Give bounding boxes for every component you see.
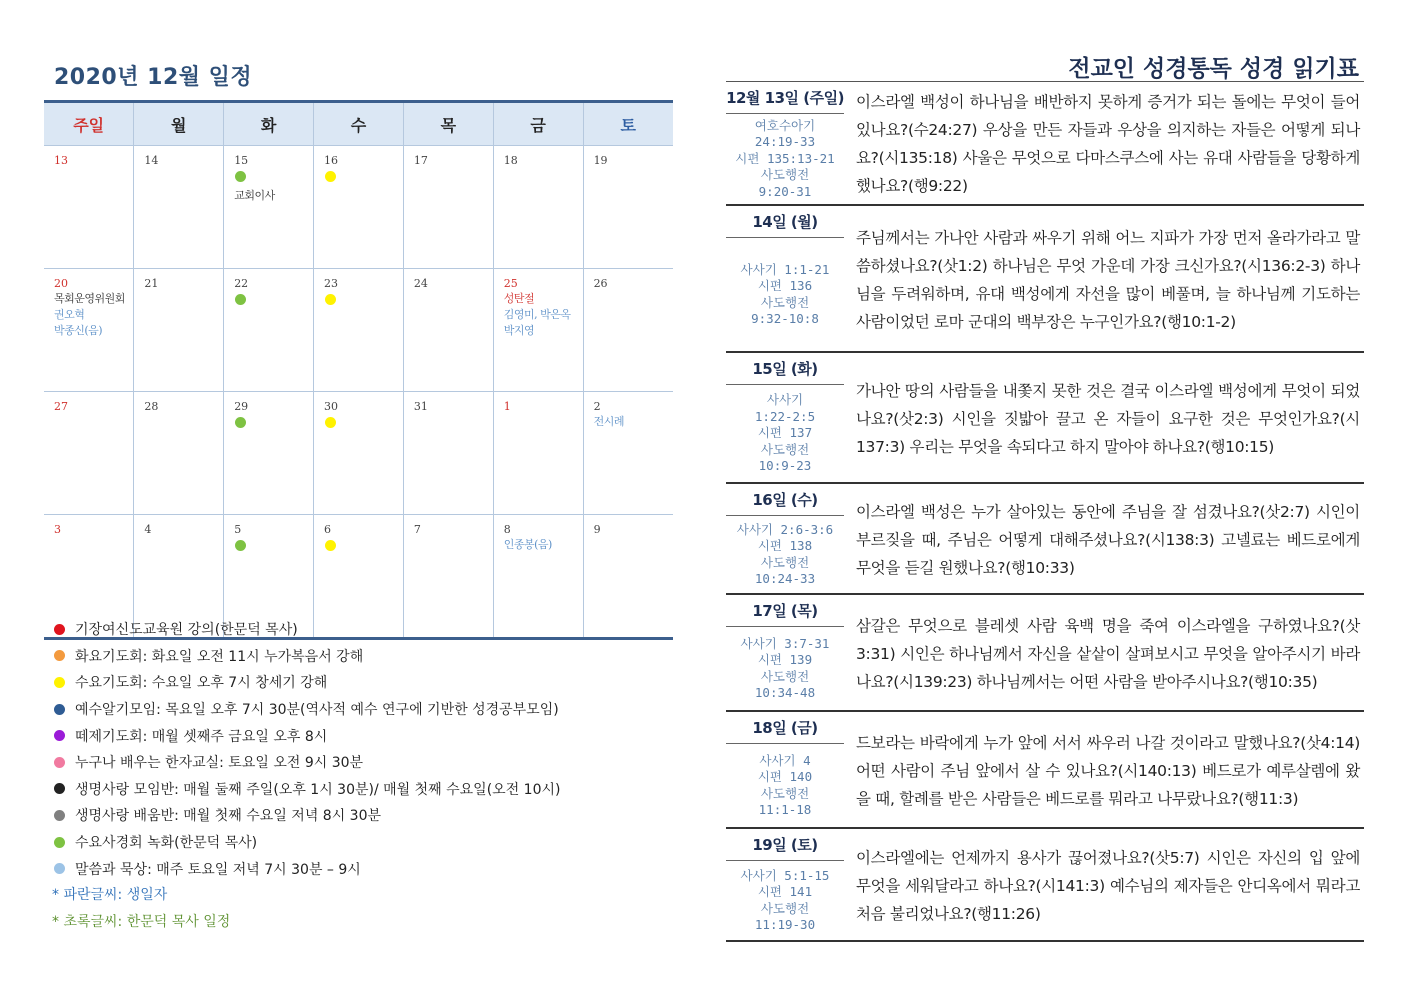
day-number: 24 [413,277,428,290]
entry-bottom-rule [726,940,1364,942]
entry-date-rule [726,384,844,385]
legend-text: 말씀과 묵상: 매주 토요일 저녁 7시 30분 – 9시 [75,861,361,878]
day-number: 17 [413,154,428,167]
weekday-sat: 토 [583,102,673,146]
day-note: 인종봉(음) [503,538,552,551]
calendar-day-cell[interactable] [493,392,583,515]
entry-question [856,597,1360,710]
day-number: 19 [593,154,608,167]
weekday-fri: 금 [493,102,583,146]
legend-text: 떼제기도회: 매월 셋째주 금요일 오후 8시 [75,728,328,745]
calendar-week-row [44,269,673,392]
green-event-dot [235,171,246,182]
scripture-ref: 9:20-31 [758,183,812,199]
yellow-event-dot [325,417,336,428]
yellow-event-dot [325,294,336,305]
yellow-event-dot [325,540,336,551]
entry-scripture-refs [726,518,844,591]
yellow-event-dot [325,171,336,182]
legend-text: 생명사랑 배움반: 매월 첫째 수요일 저녁 8시 30분 [75,808,382,825]
reading-entry [726,82,1364,206]
reading-plan-title: 전교인 성경통독 성경 읽기표 [1068,56,1359,82]
scripture-ref: 사도행전 [760,294,810,310]
calendar-day-cell[interactable] [44,269,134,392]
entry-question-text: 드보라는 바락에게 누가 앞에 서서 싸우러 나갈 것이라고 말했나요?(삿4:14) 어떤 사람이 주님 앞에서 살 수 있나요?(시140:13) 베드로가 예루살렘에 왔을 때, 할례를 받은 사람들은 베드로를 뭐라고 나무랐나요?(행11:3) [856,733,1360,808]
scripture-ref: 사사기 2:6-3:6 [736,521,834,537]
calendar-title: 2020년 12월 일정 [54,65,253,90]
day-number: 23 [324,277,339,290]
scripture-ref: 시편 139 [757,652,813,667]
day-number: 15 [234,154,249,167]
day-number: 4 [144,523,152,536]
weekday-tue: 화 [224,102,314,146]
entry-question-text: 삼갈은 무엇으로 블레셋 사람 육백 명을 죽여 이스라엘을 구하였나요?(삿3:31) 시인은 하나님께서 자신을 샅샅이 살펴보시고 무엇을 알아주시기 바라나요?(시139:23) 하나님께서는 어떤 사람을 받아주시나요?(행10:35) [856,616,1360,691]
entry-scripture-refs [726,387,844,480]
legend-dot-icon [54,730,65,741]
scripture-ref: 1:22-2:5 [754,408,816,424]
legend-item [54,802,560,829]
entry-question [856,486,1360,593]
legend-text: 수요사경회 녹화(한문덕 목사) [75,835,258,852]
legend-dot-icon [54,624,65,635]
day-number: 31 [413,400,428,413]
color-note: * 초록글씨: 한문덕 목사 일정 [52,913,231,930]
day-number: 2 [593,400,601,413]
legend-item [54,643,560,670]
entry-question-text: 이스라엘 백성이 하나님을 배반하지 못하게 증거가 되는 돌에는 무엇이 들어있나요?(수24:27) 우상을 만든 자들과 우상을 의지하는 자들은 어떻게 되나요?(시135:18) 사울은 무엇으로 다마스쿠스에 사는 유대 사람들을 당황하게 했나요?(행9:22) [856,93,1360,195]
entry-date: 14일 (월) [752,212,818,231]
legend-dot-icon [54,704,65,715]
calendar-day-cell[interactable] [583,515,673,639]
entry-date: 12월 13일 (주일) [726,88,844,107]
day-number: 8 [503,523,511,536]
scripture-ref: 시편 138 [757,538,813,553]
day-number: 25 [503,277,518,290]
day-note: 박종신(음) [54,324,103,337]
scripture-ref: 10:34-48 [754,685,816,700]
weekday-mon: 월 [134,102,224,146]
scripture-ref: 24:19-33 [754,134,816,150]
entry-question [856,714,1360,827]
day-number: 28 [144,400,159,413]
legend-dot-icon [54,863,65,874]
legend-item [54,855,560,882]
entry-scripture-refs [726,629,844,708]
weekday-thu: 목 [403,102,493,146]
day-number: 18 [503,154,518,167]
legend-item [54,829,560,856]
scripture-ref: 시편 141 [757,884,813,899]
scripture-ref: 사사기 4 [759,752,811,768]
calendar-week-row [44,392,673,515]
legend-text: 수요기도회: 수요일 오후 7시 창세기 강해 [75,675,328,692]
schedule-legend [54,616,560,882]
scripture-ref: 10:9-23 [758,458,812,474]
scripture-ref: 11:1-18 [758,802,812,817]
legend-text: 예수알기모임: 목요일 오후 7시 30분(역사적 예수 연구에 기반한 성경공부모임) [75,702,559,719]
day-note: 목회운영위원회 [54,292,125,305]
day-note: 박지영 [503,324,535,337]
entry-question-text: 주님께서는 가나안 사람과 싸우기 위해 어느 지파가 가장 먼저 올라가라고 말씀하셨나요?(삿1:2) 하나님은 무엇 가운데 가장 크신가요?(시136:2-3) 하나님을 두려워하며, 유대 백성에게 자선을 많이 베풀며, 늘 하나님께 기도하는 사람이었던 로마 군대의 백부장은 누구인가요?(행10:1-2) [856,228,1360,331]
day-number: 29 [234,400,249,413]
scripture-ref: 11:19-30 [754,917,816,932]
day-number: 14 [144,154,159,167]
entry-scripture-refs [726,746,844,825]
scripture-ref: 사사기 5:1-15 [740,867,830,883]
calendar-day-cell[interactable] [583,392,673,515]
entry-question-text: 가나안 땅의 사람들을 내쫓지 못한 것은 결국 이스라엘 백성에게 무엇이 되었나요?(삿2:3) 시인을 짓밟아 끌고 온 자들이 요구한 것은 무엇인가요?(시137:3) 우리는 무엇을 속되다고 하지 말아야 하나요?(행10:15) [856,381,1360,456]
day-number: 21 [144,277,159,290]
color-note: * 파란글씨: 생일자 [52,886,168,903]
legend-text: 생명사랑 모임반: 매월 둘째 주일(오후 1시 30분)/ 매월 첫째 수요일(오전 10시) [75,781,561,798]
calendar-day-cell[interactable] [583,269,673,392]
scripture-ref: 사도행전 [760,167,810,183]
calendar-day-cell[interactable] [403,392,493,515]
scripture-ref: 사사기 3:7-31 [740,635,830,651]
legend-item [54,722,560,749]
day-note: 성탄절 [503,292,535,305]
scripture-ref: 시편 135:13-21 [735,150,835,166]
entry-date-rule [726,113,844,114]
entry-question [856,831,1360,940]
entry-scripture-refs [726,240,844,349]
legend-text: 누구나 배우는 한자교실: 토요일 오전 9시 30분 [75,755,364,772]
calendar-day-cell[interactable] [314,392,404,515]
entry-date-rule [726,743,844,744]
legend-item [54,616,560,643]
legend-dot-icon [54,757,65,768]
entry-question-text: 이스라엘에는 언제까지 용사가 끊어졌나요?(삿5:7) 시인은 자신의 입 앞에 무엇을 세워달라고 하나요?(시141:3) 예수님의 제자들은 안디옥에서 뭐라고 처음 불리었나요?(행11:26) [856,848,1360,923]
legend-dot-icon [54,677,65,688]
legend-text: 화요기도회: 화요일 오전 11시 누가복음서 강해 [75,648,364,665]
day-number: 1 [503,400,511,413]
green-event-dot [235,540,246,551]
scripture-ref: 여호수아기 [754,117,816,133]
calendar-week-row [44,146,673,269]
entry-date-rule [726,626,844,627]
calendar-day-cell[interactable] [403,146,493,269]
scripture-ref: 사도행전 [760,900,810,916]
calendar-day-cell[interactable] [44,146,134,269]
reading-entry [726,595,1364,712]
scripture-ref: 시편 137 [757,425,813,441]
reading-entry [726,353,1364,484]
entry-question [856,84,1360,204]
entry-date-rule [726,515,844,516]
day-number: 3 [54,523,61,536]
calendar-day-cell[interactable] [134,392,224,515]
entry-scripture-refs [726,116,844,202]
weekday-sun: 주일 [44,102,134,146]
calendar-day-cell[interactable] [583,146,673,269]
calendar-day-cell[interactable] [314,269,404,392]
calendar-day-cell[interactable] [314,146,404,269]
scripture-ref: 10:24-33 [754,571,816,586]
entry-question [856,208,1360,351]
scripture-ref: 9:32-10:8 [751,311,819,326]
weekday-header-row [44,102,673,146]
legend-item [54,669,560,696]
entry-date: 17일 (목) [752,601,818,620]
calendar-weeks [44,146,673,639]
weekday-wed: 수 [314,102,404,146]
entry-date: 19일 (토) [752,835,818,854]
entry-date: 18일 (금) [752,718,818,737]
entry-question-text: 이스라엘 백성은 누가 살아있는 동안에 주님을 잘 섬겼나요?(삿2:7) 시인이 부르짖을 때, 주님은 어떻게 대해주셨나요?(시138:3) 고넬료는 베드로에게 무엇을 듣길 원했나요?(행10:33) [856,502,1360,577]
day-number: 26 [593,277,608,290]
day-note: 김영미, 박은옥 [503,308,571,321]
reading-entry [726,712,1364,829]
calendar-day-cell[interactable] [134,269,224,392]
scripture-ref: 사도행전 [760,785,810,801]
calendar-day-cell[interactable] [134,146,224,269]
reading-entry [726,829,1364,942]
entry-scripture-refs [726,863,844,938]
entry-date: 15일 (화) [752,359,818,378]
scripture-ref: 사도행전 [760,668,810,684]
scripture-ref: 시편 136 [757,278,813,293]
entry-question [856,355,1360,482]
scripture-ref: 사도행전 [760,554,810,570]
legend-dot-icon [54,783,65,794]
legend-text: 기장여신도교육원 강의(한문덕 목사) [75,622,298,639]
legend-dot-icon [54,837,65,848]
green-event-dot [235,294,246,305]
legend-dot-icon [54,650,65,661]
day-number: 7 [413,523,421,536]
day-number: 16 [324,154,339,167]
day-number: 6 [324,523,332,536]
scripture-ref: 사도행전 [760,441,810,457]
day-number: 13 [54,154,68,167]
day-number: 27 [54,400,68,413]
day-note: 전시례 [593,415,624,428]
day-note: 권오혁 [54,308,85,321]
calendar-day-cell[interactable] [44,392,134,515]
color-notes [52,880,230,934]
reading-entry [726,484,1364,595]
day-note: 교회이사 [234,189,275,202]
calendar-day-cell[interactable] [493,269,583,392]
legend-item [54,749,560,776]
calendar-day-cell[interactable] [493,146,583,269]
day-number: 5 [234,523,242,536]
day-number: 9 [593,523,601,536]
calendar-day-cell[interactable] [224,146,314,269]
day-number: 22 [234,277,249,290]
reading-entry [726,206,1364,353]
scripture-ref: 사사기 [766,392,804,408]
legend-dot-icon [54,810,65,821]
entry-date-rule [726,860,844,861]
day-number: 30 [324,400,339,413]
scripture-ref: 시편 140 [757,769,813,784]
entry-date-rule [726,237,844,238]
calendar-day-cell[interactable] [224,269,314,392]
calendar-day-cell[interactable] [403,269,493,392]
calendar-grid [44,100,673,640]
green-event-dot [235,417,246,428]
legend-item [54,696,560,723]
scripture-ref: 사사기 1:1-21 [740,261,830,277]
legend-item [54,776,560,803]
entry-date: 16일 (수) [752,490,818,509]
day-number: 20 [54,277,68,290]
calendar-day-cell[interactable] [224,392,314,515]
